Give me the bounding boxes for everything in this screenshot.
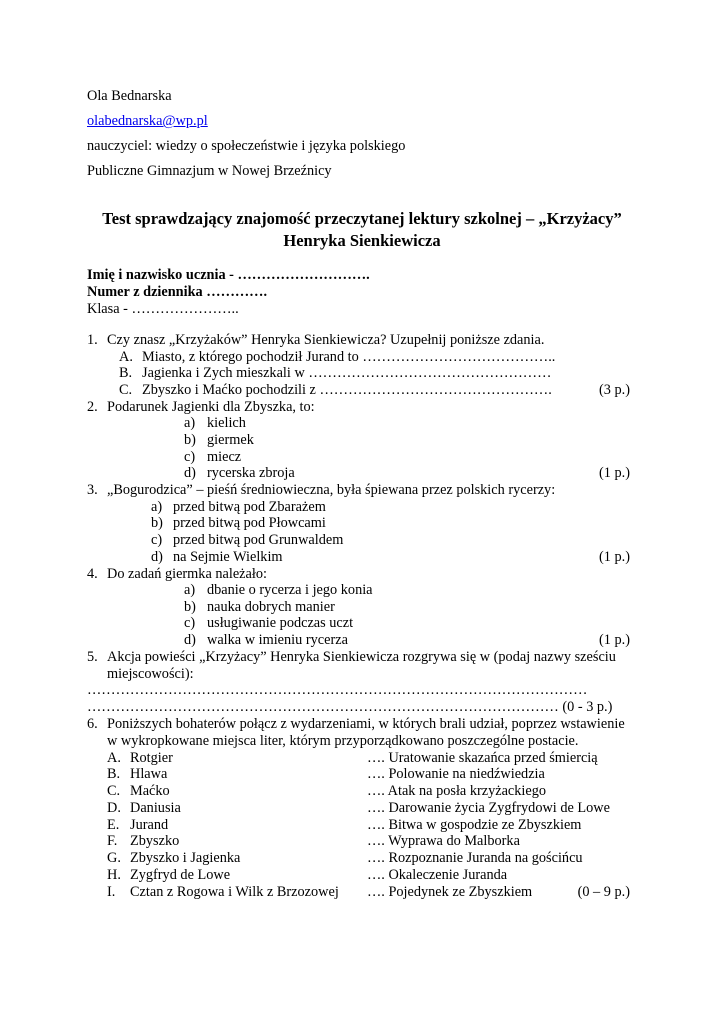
q2-number: 2.	[87, 399, 98, 415]
q6-hero-name: Maćko	[130, 783, 170, 799]
author-email-link[interactable]: olabednarska@wp.pl	[87, 113, 208, 129]
q6-number: 6.	[87, 716, 98, 732]
q6-hero-label: C.	[107, 783, 121, 799]
q4-option-text: dbanie o rycerza i jego konia	[207, 582, 373, 598]
q6-hero-name: Cztan z Rogowa i Wilk z Brzozowej	[130, 884, 339, 900]
q4-option-label: b)	[184, 599, 196, 615]
q6-event[interactable]: …. Polowanie na niedźwiedzia	[367, 766, 545, 782]
q2-option-label: d)	[184, 465, 196, 481]
q5-text-line-1: Akcja powieści „Krzyżacy” Henryka Sienkiewicza rozgrywa się w (podaj nazwy sześciu	[107, 649, 616, 665]
student-name-line: Imię i nazwisko ucznia - ……………………….	[87, 267, 370, 283]
q4-option-label: d)	[184, 632, 196, 648]
q4-option-text: walka w imieniu rycerza	[207, 632, 348, 648]
q6-text-line-1: Poniższych bohaterów połącz z wydarzeniami, w których brali udział, poprzez wstawienie	[107, 716, 625, 732]
q4-option-label: c)	[184, 615, 196, 631]
q6-hero-label: F.	[107, 833, 118, 849]
q3-option-label: c)	[151, 532, 163, 548]
q1-item-label: C.	[119, 382, 133, 398]
q6-hero-label: I.	[107, 884, 116, 900]
q6-hero-name: Hlawa	[130, 766, 168, 782]
q3-option-label: b)	[151, 515, 163, 531]
q6-hero-label: A.	[107, 750, 121, 766]
q6-event[interactable]: …. Bitwa w gospodzie ze Zbyszkiem	[367, 817, 582, 833]
q4-option-text: nauka dobrych manier	[207, 599, 335, 615]
q5-number: 5.	[87, 649, 98, 665]
q1-text: Czy znasz „Krzyżaków” Henryka Sienkiewicza? Uzupełnij poniższe zdania.	[107, 332, 545, 348]
q4-number: 4.	[87, 566, 98, 582]
q6-event[interactable]: …. Rozpoznanie Juranda na gościńcu	[367, 850, 583, 866]
q5-answer-line-2[interactable]: ……………………………………………………………………………………… (0 - 3 p.)	[87, 699, 613, 715]
q2-option-text: giermek	[207, 432, 254, 448]
student-class-line: Klasa - …………………..	[87, 301, 239, 317]
q2-option-text: kielich	[207, 415, 246, 431]
q2-text: Podarunek Jagienki dla Zbyszka, to:	[107, 399, 315, 415]
q6-hero-label: D.	[107, 800, 121, 816]
q3-text: „Bogurodzica” – pieśń średniowieczna, była śpiewana przez polskich rycerzy:	[107, 482, 556, 498]
q1-item-text: Zbyszko i Maćko pochodzili z ………………………………………….	[142, 382, 552, 398]
q5-answer-line-1[interactable]: ……………………………………………………………………………………………	[87, 682, 588, 698]
q2-option-text: miecz	[207, 449, 242, 465]
q6-hero-label: E.	[107, 817, 120, 833]
q3-option-text: przed bitwą pod Płowcami	[173, 515, 326, 531]
q4-option-text: usługiwanie podczas uczt	[207, 615, 354, 631]
q2-option-label: b)	[184, 432, 196, 448]
q4-option-label: a)	[184, 582, 196, 598]
q6-event[interactable]: …. Okaleczenie Juranda	[367, 867, 508, 883]
q2-option-label: c)	[184, 449, 196, 465]
q3-option-text: przed bitwą pod Zbarażem	[173, 499, 326, 515]
q1-item-text: Jagienka i Zych mieszkali w ……………………………………………	[142, 365, 552, 381]
q6-event[interactable]: …. Uratowanie skazańca przed śmiercią	[367, 750, 598, 766]
q2-option-label: a)	[184, 415, 196, 431]
q6-hero-name: Rotgier	[130, 750, 173, 766]
q6-hero-name: Zbyszko	[130, 833, 180, 849]
test-title-line-1: Test sprawdzający znajomość przeczytanej lektury szkolnej – „Krzyżacy”	[102, 209, 622, 228]
q1-number: 1.	[87, 332, 98, 348]
q6-hero-label: B.	[107, 766, 121, 782]
q1-item-label: A.	[119, 349, 133, 365]
q6-event[interactable]: …. Wyprawa do Malborka	[367, 833, 520, 849]
author-role: nauczyciel: wiedzy o społeczeństwie i języka polskiego	[87, 138, 406, 154]
q4-points: (1 p.)	[599, 632, 630, 648]
q6-event[interactable]: …. Pojedynek ze Zbyszkiem	[367, 884, 533, 900]
q6-points: (0 – 9 p.)	[577, 884, 630, 900]
school-name: Publiczne Gimnazjum w Nowej Brzeźnicy	[87, 163, 332, 179]
q6-hero-label: H.	[107, 867, 121, 883]
q1-item-label: B.	[119, 365, 133, 381]
q3-number: 3.	[87, 482, 98, 498]
q6-hero-name: Daniusia	[130, 800, 181, 816]
q1-points: (3 p.)	[599, 382, 630, 398]
q3-points: (1 p.)	[599, 549, 630, 565]
q2-option-text: rycerska zbroja	[207, 465, 295, 481]
q6-event[interactable]: …. Atak na posła krzyżackiego	[367, 783, 547, 799]
q6-text-line-2: w wykropkowane miejsca liter, którym przyporządkowano poszczególne postacie.	[107, 733, 579, 749]
q3-option-label: a)	[151, 499, 163, 515]
q6-hero-name: Zbyszko i Jagienka	[130, 850, 241, 866]
q3-option-text: na Sejmie Wielkim	[173, 549, 283, 565]
q2-points: (1 p.)	[599, 465, 630, 481]
q6-hero-name: Zygfryd de Lowe	[130, 867, 231, 883]
q4-text: Do zadań giermka należało:	[107, 566, 267, 582]
q1-item-text: Miasto, z którego pochodził Jurand to …………………………………..	[142, 349, 556, 365]
q6-hero-label: G.	[107, 850, 121, 866]
author-name: Ola Bednarska	[87, 88, 172, 104]
student-number-line: Numer z dziennika ………….	[87, 284, 268, 300]
q3-option-label: d)	[151, 549, 163, 565]
q5-text-line-2: miejscowości):	[107, 666, 194, 682]
q3-option-text: przed bitwą pod Grunwaldem	[173, 532, 344, 548]
q6-hero-name: Jurand	[130, 817, 169, 833]
q6-event[interactable]: …. Darowanie życia Zygfrydowi de Lowe	[367, 800, 610, 816]
test-title-line-2: Henryka Sienkiewicza	[283, 231, 441, 250]
